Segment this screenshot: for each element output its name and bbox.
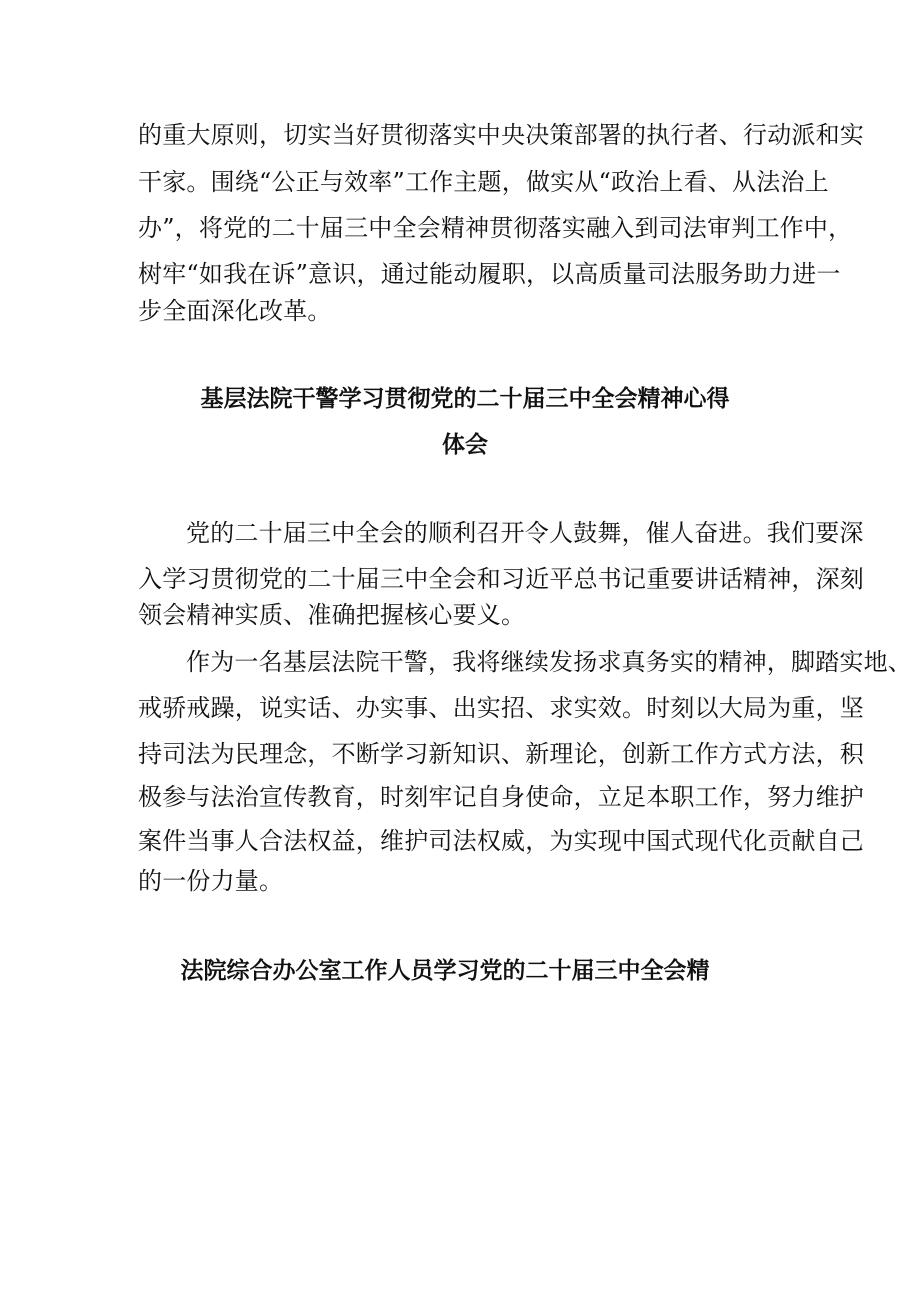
text-line: 党的二十届三中全会的顺利召开令人鼓舞，催人奋进。我们要深: [186, 519, 864, 547]
text-line: 的一份力量。: [138, 867, 284, 895]
text-line: 案件当事人合法权益，维护司法权威，为实现中国式现代化贡献自己: [138, 827, 864, 855]
text-line: 持司法为民理念，不断学习新知识、新理论，创新工作方式方法，积: [138, 740, 864, 768]
heading-line: 法院综合办公室工作人员学习党的二十届三中全会精: [180, 958, 710, 984]
text-line: 极参与法治宣传教育，时刻牢记自身使命，立足本职工作，努力维护: [138, 783, 864, 811]
text-line: 作为一名基层法院干警，我将继续发扬求真务实的精神，脚踏实地、: [186, 648, 912, 676]
text-line: 步全面深化改革。: [138, 297, 332, 325]
text-line: 干家。围绕“公正与效率”工作主题，做实从“政治上看、从法治上: [138, 168, 829, 196]
text-line: 的重大原则，切实当好贯彻落实中央决策部署的执行者、行动派和实: [138, 121, 864, 149]
text-line: 树牢“如我在诉”意识，通过能动履职，以高质量司法服务助力进一: [138, 260, 841, 288]
text-line: 办”，将党的二十届三中全会精神贯彻落实融入到司法审判工作中，: [138, 214, 853, 242]
heading-line: 体会: [442, 432, 488, 458]
text-line: 入学习贯彻党的二十届三中全会和习近平总书记重要讲话精神，深刻: [138, 565, 864, 593]
text-line: 领会精神实质、准确把握核心要义。: [138, 601, 526, 629]
text-line: 戒骄戒躁，说实话、办实事、出实招、求实效。时刻以大局为重，坚: [138, 694, 864, 722]
heading-line: 基层法院干警学习贯彻党的二十届三中全会精神心得: [200, 386, 730, 412]
